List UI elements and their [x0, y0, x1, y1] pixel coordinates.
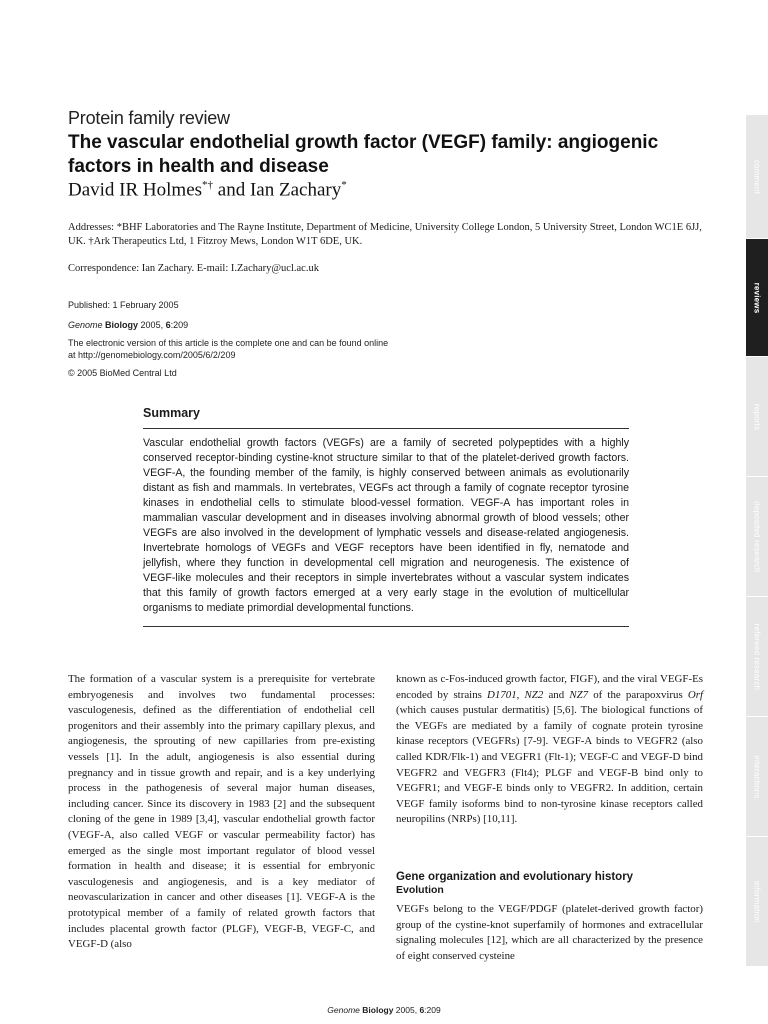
summary-text: Vascular endothelial growth factors (VEGFs) are a family of secreted polypeptides with a highly conserved receptor-binding cystine-knot structure similar to that of the platelet-derived growth factors. VEGF-A, the founding member of the family, is highly conserved between animals as evolutionarily distant as fish and mammals. In vertebrates, VEGFs act through a family of cognate receptor tyrosine kinases in endothelial cells to stimulate blood-vessel formation. VEGF-A has important roles in mammalian vascular development and in diseases involving abnormal growth of blood vessels; other VEGFs are also involved in the development of lymphatic vessels and disease-related angiogenesis. Invertebrate homologs of VEGFs and VEGF receptors have been identified in fly, nematode and jellyfish, where they function in developmental cell migration and neurogenesis. The existence of VEGF-like molecules and their receptors in simple invertebrates without a vascular system indicates that this family of growth factors emerged at a very early stage in the evolution of multicellular organisms to mediate primordial developmental functions. [143, 437, 629, 614]
journal-name: Biology [105, 320, 139, 330]
citation [68, 320, 398, 332]
body-text: , [516, 688, 525, 701]
correspondence: Correspondence: Ian Zachary. E-mail: I.Zachary@ucl.ac.uk [68, 263, 319, 274]
article-title: The vascular endothelial growth factor (VEGF) family: angiogenic factors in health and disease [68, 132, 659, 177]
summary-heading: Summary [143, 406, 200, 420]
strain-name: NZ2 [524, 688, 544, 701]
tab-comment[interactable] [746, 115, 768, 239]
copyright: © 2005 BioMed Central Ltd [68, 368, 177, 378]
summary-divider-top [143, 428, 629, 429]
citation-year: 2005, [138, 320, 166, 330]
tab-label: reports [752, 403, 762, 430]
tab-reports[interactable] [746, 357, 768, 477]
footer-journal-prefix: Genome [327, 1005, 360, 1015]
body-text: (which causes pustular dermatitis) [5,6]. The biological functions of the VEGFs are mediated by a family of cognate protein tyrosine kinase receptors (VEGFRs) [7-9]. VEGF-A binds to VEGFR2 (also called KDR/Flk-1) and VEGFR1 (Flt-1); VEGF-C and VEGF-D bind VEGFR2 and VEGFR3 (Flt4); PLGF and VEGF-B bind only to VEGFR1; and VEGF-E binds only to VEGFR2. In addition, certain VEGF family isoforms bind to non-tyrosine kinase receptors called neuropilins (NRPs) [10,11]. [396, 704, 703, 826]
section-heading: Gene organization and evolutionary history [396, 871, 634, 883]
published-date: Published: 1 February 2005 [68, 300, 179, 310]
tab-label: refereed research [752, 623, 762, 690]
journal-prefix: Genome [68, 320, 103, 330]
tab-label: reviews [752, 282, 762, 313]
citation-volume: 6 [165, 320, 171, 330]
tab-label: deposited research [752, 500, 762, 573]
body-right-column-continued: VEGFs belong to the VEGF/PDGF (platelet-derived growth factor) group of the cystine-knot superfamily of hormones and extracellular signaling molecules [12], which are all characterized by the presence of eight conserved cysteine [396, 903, 703, 962]
author-1-affiliation: *† [202, 179, 214, 191]
strain-name: NZ7 [569, 688, 589, 701]
tab-reviews[interactable] [746, 239, 768, 357]
footer-volume: 6 [419, 1005, 425, 1015]
citation-article: :209 [170, 320, 189, 330]
footer-article: :209 [424, 1005, 441, 1015]
body-text: of the parapoxvirus [588, 688, 688, 701]
tab-refereed-research[interactable] [746, 597, 768, 717]
tab-deposited-research[interactable] [746, 477, 768, 597]
tab-information[interactable] [746, 837, 768, 967]
virus-name: Orf [687, 688, 704, 701]
footer-year: 2005, [393, 1005, 420, 1015]
author-1: David IR Holmes [68, 179, 203, 201]
body-left-column: The formation of a vascular system is a prerequisite for vertebrate embryogenesis and involves two fundamental processes: vasculogenesis, defined as the differentiation of endothelial cell progenitors and their assembly into the primary capillary plexus, and angiogenesis, the sprouting of new capillaries from pre-existing vessels [1]. In the adult, angiogenesis is also essential during pregnancy and in tissue growth and repair, and is a key underlying process in the pathogenesis of several major human diseases, including cancer. Since its discovery in 1983 [2] and the subsequent cloning of the gene in 1989 [3,4], vascular endothelial growth factor (VEGF-A, also called VEGF or vascular permeability factor) has emerged as the single most important regulator of blood vessel formation in health and disease; it is essential for embryonic vasculogenesis and angiogenesis, and is a key mediator of neovascularization in cancer and other diseases [1]. VEGF-A is the prototypical member of a family of related growth factors that includes placental growth factor (PLGF), VEGF-B, VEGF-C, and VEGF-D (also [68, 673, 375, 951]
tab-label: comment [752, 159, 762, 194]
body-text: known as c-Fos-induced growth factor, FIGF), and the viral VEGF-Es encoded by strains [396, 673, 703, 701]
tab-label: information [752, 880, 762, 923]
body-right-column [396, 672, 703, 828]
body-text: and [543, 688, 570, 701]
author-2-affiliation: * [341, 179, 347, 191]
tab-label: interactions [752, 754, 762, 799]
addresses: Addresses: *BHF Laboratories and The Rayne Institute, Department of Medicine, University College London, 5 University Street, London WC1E 6JJ, UK. †Ark Therapeutics Ltd, 1 Fitzroy Mews, London W1T 6DE, UK. [68, 222, 702, 247]
review-type: Protein family review [68, 108, 230, 128]
page-footer [0, 1005, 768, 1015]
authors [68, 179, 347, 201]
author-connector: and Ian Zachary [213, 179, 342, 201]
tab-interactions[interactable] [746, 717, 768, 837]
footer-journal-name: Biology [362, 1005, 394, 1015]
summary-divider-bottom [143, 626, 629, 627]
strain-name: D1701 [487, 688, 517, 701]
subsection-heading: Evolution [396, 884, 444, 896]
electronic-version-note: The electronic version of this article is the complete one and can be found online at http://genomebiology.com/2005/6/2/209 [68, 338, 389, 360]
